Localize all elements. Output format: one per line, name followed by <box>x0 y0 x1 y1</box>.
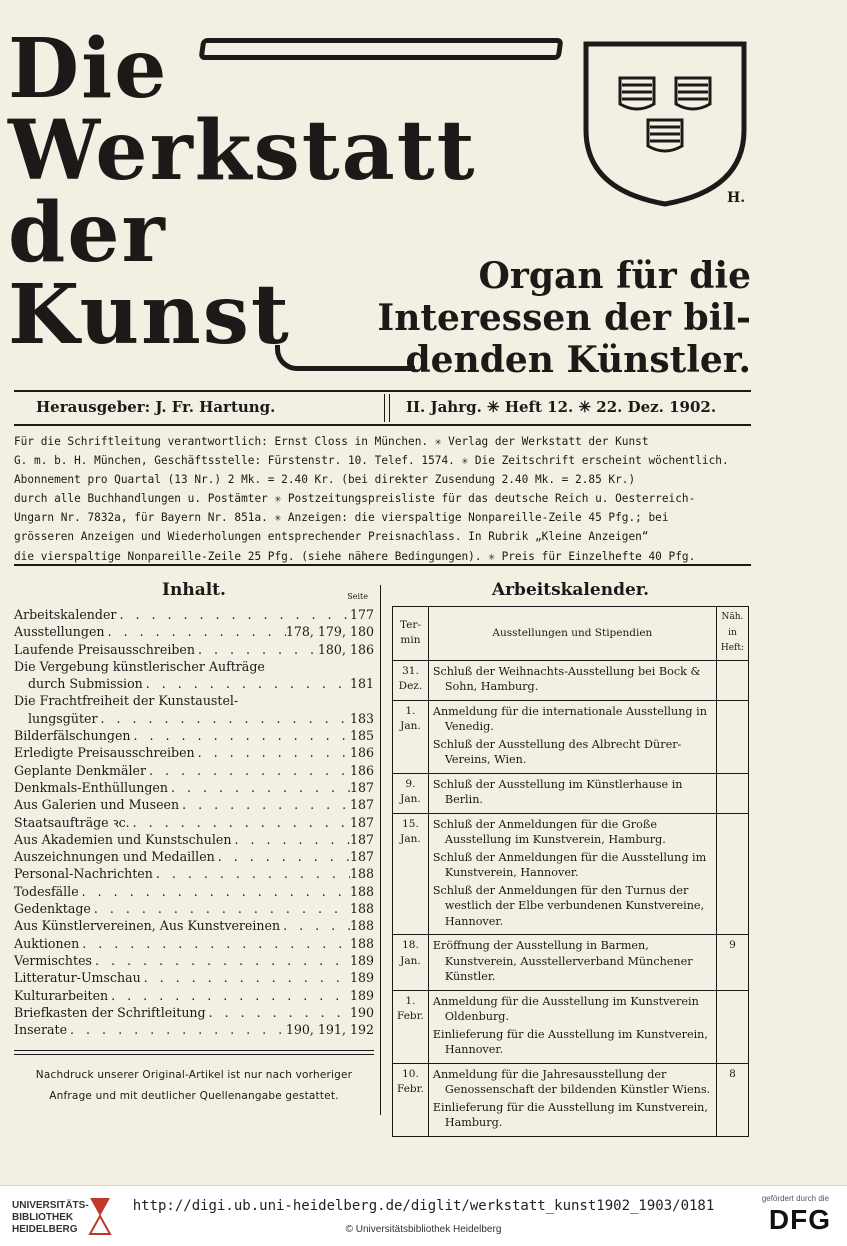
calendar-date: 18. Jan. <box>393 935 429 991</box>
calendar-entries <box>428 935 716 991</box>
toc-item-title: Staatsaufträge ꝛc. <box>14 814 130 830</box>
table-continuation <box>392 1105 749 1111</box>
calendar-date: 1. Febr. <box>393 990 429 1063</box>
column-header-heft: Näh. in Heft: <box>716 607 748 661</box>
calendar-entry: Schluß der Anmeldungen für den Turnus der westlich der Elbe verbundenen Kunstvereine, Hannover. <box>432 883 705 928</box>
masthead-line: der <box>8 185 167 281</box>
toc-item-page: 187 <box>349 814 374 830</box>
imprint-line: durch alle Buchhandlungen u. Postämter ✳ Postzeitungspreisliste für das deutsche Reich u. Oesterreich- <box>14 492 696 506</box>
leader-dots <box>153 865 350 882</box>
column-divider <box>380 585 381 1115</box>
leader-dots <box>79 935 350 952</box>
toc-item <box>14 917 374 934</box>
toc-item <box>14 987 374 1004</box>
toc-item <box>14 883 374 900</box>
calendar-heft: 8 <box>716 1063 748 1136</box>
imprint-line: die vierspaltige Nonpareille-Zeile 25 Pfg. (siehe nähere Bedingungen). ✳ Preis für Einzelhefte 40 Pfg. <box>14 549 696 563</box>
leader-dots <box>206 1004 350 1021</box>
calendar-heft <box>716 813 748 935</box>
masthead-line: Die <box>8 21 169 117</box>
calendar-entry: Schluß der Anmeldungen für die Große Ausstellung im Kunstverein, Hamburg. <box>432 817 666 846</box>
toc-item-page: 186 <box>349 745 374 761</box>
table-row <box>393 700 749 773</box>
toc-item-page: 189 <box>349 952 374 968</box>
toc-item <box>14 744 374 761</box>
leader-dots <box>146 762 350 779</box>
subtitle-line: denden Künstler. <box>405 339 751 381</box>
library-line: BIBLIOTHEK <box>12 1212 74 1223</box>
toc-item <box>14 796 374 813</box>
leader-dots <box>116 606 350 623</box>
calendar-entry: Einlieferung für die Ausstellung im Kunstverein, Hamburg. <box>432 1100 708 1129</box>
toc-item-title: Aus Galerien und Museen <box>14 797 180 813</box>
divider <box>14 424 751 426</box>
calendar-date: 1. Jan. <box>393 700 429 773</box>
imprint-block <box>14 432 751 566</box>
toc-item-page: 186 <box>349 762 374 778</box>
calendar-heft: 9 <box>716 935 748 991</box>
calendar-entry: Einlieferung für die Ausstellung im Kunstverein, Hannover. <box>432 1027 708 1056</box>
notice-line: Nachdruck unserer Original-Artikel ist nur nach vorheriger <box>35 1069 353 1082</box>
toc-item-title: Auszeichnungen und Medaillen <box>14 849 215 865</box>
toc-item-title: Gedenktage <box>14 901 91 917</box>
calendar-entries <box>428 660 716 700</box>
toc-item <box>14 969 374 986</box>
toc-item-title: Erledigte Preisausschreiben <box>14 745 195 761</box>
toc-item <box>14 952 374 969</box>
calendar-heft <box>716 660 748 700</box>
toc-item-title: Aus Künstlervereinen, Aus Kunstvereinen <box>14 918 281 934</box>
toc-item-title: Laufende Preisausschreiben <box>14 641 195 657</box>
source-url-link[interactable]: http://digi.ub.uni-heidelberg.de/diglit/werkstatt_kunst1902_1903/0181 <box>132 1198 715 1214</box>
subtitle-line: Interessen der bil- <box>377 297 751 339</box>
table-row <box>393 813 749 935</box>
leader-dots <box>130 814 350 831</box>
imprint-line: grösseren Anzeigen und Wiederholungen entsprechender Preisnachlass. In Rubrik „Kleine Anzeigen“ <box>14 530 649 544</box>
imprint-line: Für die Schriftleitung verantwortlich: Ernst Closs in München. ✳ Verlag der Werkstatt der Kunst <box>14 435 649 448</box>
toc-item <box>14 762 374 779</box>
publisher-label: Herausgeber: J. Fr. Hartung. <box>36 398 276 416</box>
column-header-title: Ausstellungen und Stipendien <box>428 607 716 661</box>
coat-of-arms-shield-icon <box>582 40 748 208</box>
toc-item-page: 188 <box>349 901 374 917</box>
table-row <box>393 935 749 991</box>
toc-item <box>14 865 374 882</box>
toc-item <box>14 727 374 744</box>
toc-item-page: 189 <box>349 987 374 1003</box>
toc-item-title: Denkmals-Enthüllungen <box>14 779 168 795</box>
toc-item-page: 188 <box>349 918 374 934</box>
dfg-logo: DFG <box>768 1204 831 1235</box>
calendar-entries <box>428 700 716 773</box>
toc-item-title-cont: lungsgüter <box>28 710 98 726</box>
masthead-bar-ornament <box>198 38 563 60</box>
imprint-line: G. m. b. H. München, Geschäftsstelle: Fürstenstr. 10. Telef. 1574. ✳ Die Zeitschrift erscheint wöchentlich. <box>14 454 729 468</box>
reprint-notice <box>14 1065 374 1107</box>
toc-item-page: 187 <box>349 849 374 865</box>
calendar-table <box>392 606 749 1137</box>
toc-item <box>14 658 374 693</box>
calendar-heading: Arbeitskalender. <box>491 580 650 600</box>
toc-item-page: 178, 179, 180 <box>285 624 374 640</box>
toc-item-title: Vermischtes <box>14 952 92 968</box>
toc-item-title: Briefkasten der Schriftleitung <box>14 1004 206 1020</box>
toc-item <box>14 1021 374 1038</box>
toc-item-page: 187 <box>349 779 374 795</box>
calendar-heft <box>716 990 748 1063</box>
page-column-label: Seite <box>347 592 368 601</box>
leader-dots <box>280 917 350 934</box>
calendar-heft <box>716 773 748 813</box>
calendar-entry: Schluß der Ausstellung des Albrecht Dürer-Vereins, Wien. <box>432 737 682 766</box>
calendar-entries <box>428 773 716 813</box>
issue-infobar <box>14 392 751 422</box>
leader-dots <box>143 675 350 692</box>
calendar-entry: Schluß der Anmeldungen für die Ausstellung im Kunstverein, Hannover. <box>432 850 707 879</box>
toc-item-title: Die Frachtfreiheit der Kunstaustel- <box>14 693 239 709</box>
table-row <box>393 990 749 1063</box>
toc-item-page: 189 <box>349 970 374 986</box>
masthead-line: Werkstatt <box>8 103 477 199</box>
toc-item-title: Inserate <box>14 1022 68 1038</box>
toc-item-page: 187 <box>349 831 374 847</box>
toc-item <box>14 900 374 917</box>
toc-item-page: 188 <box>349 866 374 882</box>
calendar-body <box>393 660 749 1136</box>
calendar-entry: Eröffnung der Ausstellung in Barmen, Kunstverein, Ausstellerverband Münchener Künstler. <box>432 939 693 983</box>
toc-item-page: 190, 191, 192 <box>285 1022 374 1038</box>
toc-item-page: 188 <box>349 883 374 899</box>
toc-item <box>14 606 374 623</box>
divider <box>14 564 751 566</box>
toc-item <box>14 814 374 831</box>
masthead-subtitle <box>377 255 751 381</box>
calendar-heft <box>716 700 748 773</box>
table-row <box>393 1063 749 1136</box>
calendar-entries <box>428 813 716 935</box>
toc-item-page: 188 <box>349 935 374 951</box>
calendar-entry: Schluß der Ausstellung im Künstlerhause in Berlin. <box>432 777 683 806</box>
table-header-row <box>393 607 749 661</box>
leader-dots <box>92 952 350 969</box>
calendar-date: 15. Jan. <box>393 813 429 935</box>
toc-item-page: 185 <box>349 728 374 744</box>
toc-item <box>14 623 374 640</box>
calendar-entries <box>428 990 716 1063</box>
leader-dots <box>105 623 286 640</box>
subtitle-line: Organ für die <box>478 255 751 297</box>
funding-label: gefördert durch die <box>761 1194 829 1203</box>
toc-item <box>14 848 374 865</box>
imprint-line: Ungarn Nr. 7832a, für Bayern Nr. 851a. ✳ Anzeigen: die vierspaltige Nonpareille-Zeile 45 Pfg.; bei <box>14 511 669 525</box>
toc-item-page: 177 <box>349 607 374 622</box>
divider <box>14 1054 374 1055</box>
toc-item-page: 183 <box>349 710 374 726</box>
toc-item-title: Geplante Denkmäler <box>14 762 146 778</box>
divider <box>384 394 390 422</box>
toc-item-title: Die Vergebung künstlerischer Aufträge <box>14 658 265 674</box>
toc-item-title: Todesfälle <box>14 883 79 899</box>
toc-item-title: Bilderfälschungen <box>14 728 131 744</box>
table-row <box>393 660 749 700</box>
calendar-entries <box>428 1063 716 1136</box>
leader-dots <box>215 848 350 865</box>
artist-monogram: H. <box>727 190 746 206</box>
digitization-footer <box>0 1185 847 1246</box>
toc-item <box>14 641 374 658</box>
leader-dots <box>79 883 350 900</box>
toc-item-title-cont: durch Submission <box>28 676 143 692</box>
column-header-termin: Ter-min <box>393 607 429 661</box>
notice-line: Anfrage und mit deutlicher Quellenangabe gestattet. <box>49 1090 339 1103</box>
leader-dots <box>97 710 349 727</box>
table-of-contents <box>14 580 374 1107</box>
leader-dots <box>131 727 350 744</box>
toc-item-title: Ausstellungen <box>14 624 105 640</box>
toc-item-title: Auktionen <box>14 935 80 951</box>
toc-item-page: 180, 186 <box>317 641 374 657</box>
toc-item <box>14 1004 374 1021</box>
toc-item-page: 190 <box>349 1004 374 1020</box>
toc-item-page: 181 <box>349 676 374 692</box>
calendar-entry: Anmeldung für die internationale Ausstellung in Venedig. <box>432 704 707 733</box>
imprint-line: Abonnement pro Quartal (13 Nr.) 2 Mk. = 2.40 Kr. (bei direkter Zusendung 2.40 Mk. = 2.85 Kr.) <box>14 473 636 487</box>
toc-item <box>14 692 374 727</box>
toc-item <box>14 831 374 848</box>
table-row <box>393 773 749 813</box>
calendar-date: 9. Jan. <box>393 773 429 813</box>
calendar-date: 31. Dez. <box>393 660 429 700</box>
leader-dots <box>108 987 350 1004</box>
toc-item-title: Arbeitskalender <box>14 607 117 622</box>
calendar-entry: Anmeldung für die Jahresausstellung der Genossenschaft der bildenden Künstler Wiens. <box>432 1067 711 1096</box>
copyright-notice: © Universitätsbibliothek Heidelberg <box>345 1224 502 1235</box>
toc-item-title: Kulturarbeiten <box>14 987 109 1003</box>
toc-item <box>14 779 374 796</box>
toc-heading: Inhalt. <box>162 580 226 600</box>
toc-item-title: Aus Akademien und Kunstschulen <box>14 831 232 847</box>
leader-dots <box>67 1021 286 1038</box>
leader-dots <box>168 779 350 796</box>
library-line: UNIVERSITÄTS- <box>12 1200 89 1211</box>
calendar-entry: Schluß der Weihnachts-Ausstellung bei Bock & Sohn, Hamburg. <box>432 664 701 693</box>
leader-dots <box>141 969 350 986</box>
toc-item-title: Litteratur-Umschau <box>14 970 141 986</box>
issue-label: II. Jahrg. ✳ Heft 12. ✳ 22. Dez. 1902. <box>406 398 717 416</box>
toc-item-page: 187 <box>349 797 374 813</box>
masthead-line: Kunst <box>8 267 291 363</box>
toc-item <box>14 935 374 952</box>
leader-dots <box>91 900 350 917</box>
work-calendar <box>392 580 749 1137</box>
leader-dots <box>195 744 350 761</box>
leader-dots <box>179 796 350 813</box>
leader-dots <box>231 831 350 848</box>
toc-item-title: Personal-Nachrichten <box>14 866 153 882</box>
divider <box>14 1050 374 1051</box>
toc-list <box>14 606 374 1038</box>
library-line: HEIDELBERG <box>12 1224 78 1235</box>
leader-dots <box>195 641 318 658</box>
calendar-entry: Anmeldung für die Ausstellung im Kunstverein Oldenburg. <box>432 994 699 1023</box>
calendar-date: 10. Febr. <box>393 1063 429 1136</box>
